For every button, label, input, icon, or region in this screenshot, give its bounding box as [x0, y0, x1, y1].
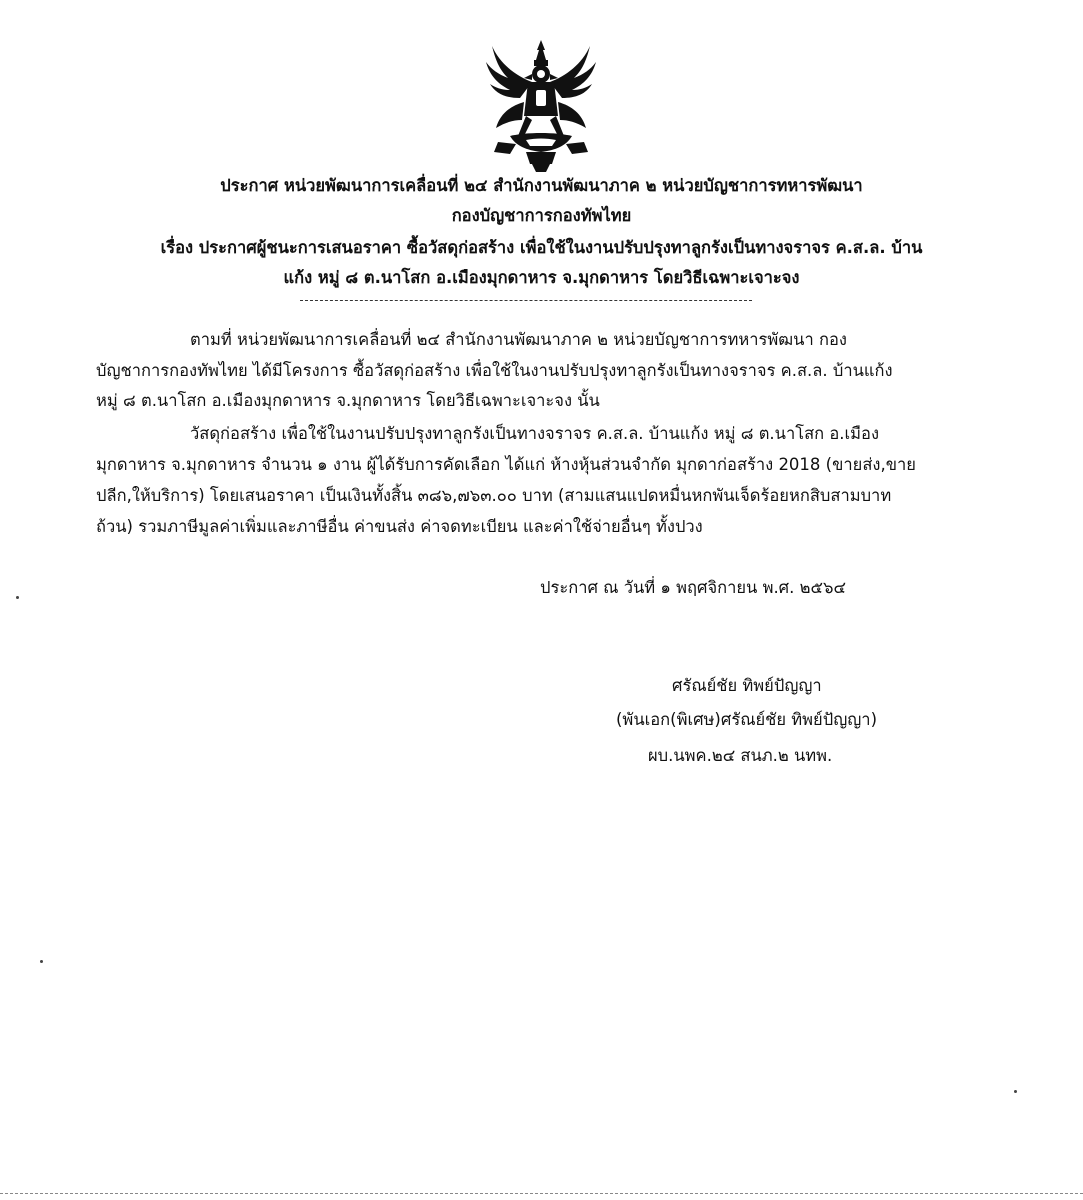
- heading-line-2: กองบัญชาการกองทัพไทย: [451, 206, 632, 225]
- paragraph-2-line-1: วัสดุก่อสร้าง เพื่อใช้ในงานปรับปรุงทาลูกรังเป็นทางจราจร ค.ส.ล. บ้านแก้ง หมู่ ๘ ต.นาโสก อ.เมือง: [190, 424, 880, 443]
- garuda-emblem-icon: [466, 36, 616, 176]
- paragraph-2-line-3: ปลีก,ให้บริการ) โดยเสนอราคา เป็นเงินทั้งสิ้น ๓๘๖,๗๖๓.๐๐ บาท (สามแสนแปดหมื่นหกพันเจ็ดร้อยหกสิบสามบาท: [96, 486, 892, 505]
- scan-edge-line: [0, 1193, 1083, 1194]
- scan-speck: [40, 960, 43, 963]
- paragraph-1-line-1: ตามที่ หน่วยพัฒนาการเคลื่อนที่ ๒๔ สำนักงานพัฒนาภาค ๒ หน่วยบัญชาการทหารพัฒนา กอง: [190, 330, 847, 349]
- paragraph-2-line-2: มุกดาหาร จ.มุกดาหาร จำนวน ๑ งาน ผู้ได้รับการคัดเลือก ได้แก่ ห้างหุ้นส่วนจำกัด มุกดาก่อสร้าง 2018 (ขายส่ง,ขาย: [96, 455, 916, 474]
- paragraph-1-line-3: หมู่ ๘ ต.นาโสก อ.เมืองมุกดาหาร จ.มุกดาหาร โดยวิธีเฉพาะเจาะจง นั้น: [96, 391, 600, 410]
- heading-subject-line-1: เรื่อง ประกาศผู้ชนะการเสนอราคา ซื้อวัสดุก่อสร้าง เพื่อใช้ในงานปรับปรุงทาลูกรังเป็นทางจราจร ค.ส.ล. บ้าน: [160, 238, 923, 257]
- heading-subject-line-2: แก้ง หมู่ ๘ ต.นาโสก อ.เมืองมุกดาหาร จ.มุกดาหาร โดยวิธีเฉพาะเจาะจง: [283, 268, 800, 287]
- heading-line-1: ประกาศ หน่วยพัฒนาการเคลื่อนที่ ๒๔ สำนักงานพัฒนาภาค ๒ หน่วยบัญชาการทหารพัฒนา: [220, 176, 863, 195]
- signatory-position: ผบ.นพค.๒๔ สนภ.๒ นทพ.: [648, 746, 833, 765]
- paragraph-2-line-4: ถ้วน) รวมภาษีมูลค่าเพิ่มและภาษีอื่น ค่าขนส่ง ค่าจดทะเบียน และค่าใช้จ่ายอื่นๆ ทั้งปวง: [96, 517, 703, 536]
- paragraph-1-line-2: บัญชาการกองทัพไทย ได้มีโครงการ ซื้อวัสดุก่อสร้าง เพื่อใช้ในงานปรับปรุงทาลูกรังเป็นทางจราจร ค.ส.ล. บ้านแก้ง: [96, 361, 893, 380]
- signature-name: ศรัณย์ชัย ทิพย์ปัญญา: [672, 676, 822, 695]
- scan-speck: [16, 596, 19, 599]
- signatory-full-name: (พันเอก(พิเศษ)ศรัณย์ชัย ทิพย์ปัญญา): [616, 710, 878, 729]
- announcement-date: ประกาศ ณ วันที่ ๑ พฤศจิกายน พ.ศ. ๒๕๖๔: [540, 578, 846, 597]
- heading-divider: [300, 300, 752, 301]
- scan-speck: [1014, 1090, 1017, 1093]
